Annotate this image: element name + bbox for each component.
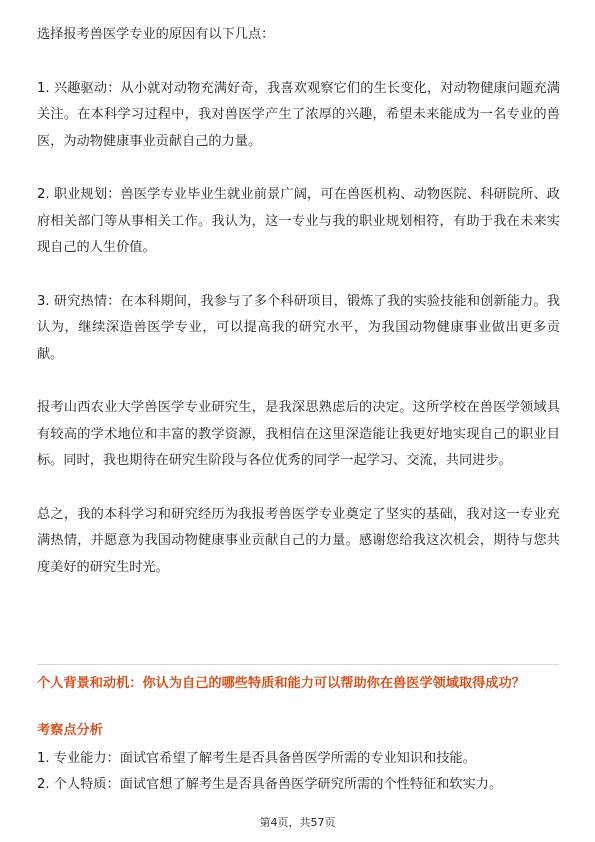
intro-paragraph: 选择报考兽医学专业的原因有以下几点： (37, 27, 275, 42)
analysis-item-personal: 2. 个人特质：面试官想了解考生是否具备兽医学研究所需的个性特征和软实力。 (37, 777, 503, 792)
section-divider (37, 664, 559, 665)
reason-career-paragraph: 2. 职业规划：兽医学专业毕业生就业前景广阔，可在兽医机构、动物医院、科研院所、政府相关部门等从事相关工作。我认为，这一专业与我的职业规划相符，有助于我在未来实现自己的人生价值。 (37, 187, 560, 255)
analysis-item-professional: 1. 专业能力：面试官希望了解考生是否具备兽医学所需的专业知识和技能。 (37, 751, 476, 766)
conclusion-paragraph: 总之，我的本科学习和研究经历为我报考兽医学专业奠定了坚实的基础，我对这一专业充满热情，并愿意为我国动物健康事业贡献自己的力量。感谢您给我这次机会，期待与您共度美好的研究生时光。 (37, 506, 560, 575)
analysis-list (37, 746, 559, 798)
page-number: 第4页，共57页 (259, 816, 336, 829)
reason-research-paragraph: 3. 研究热情：在本科期间，我参与了多个科研项目，锻炼了我的实验技能和创新能力。我认为，继续深造兽医学专业，可以提高我的研究水平，为我国动物健康事业做出更多贡献。 (37, 293, 560, 362)
interview-question: 个人背景和动机：你认为自己的哪些特质和能力可以帮助你在兽医学领域取得成功？ (37, 676, 525, 691)
reason-interest-paragraph: 1. 兴趣驱动：从小就对动物充满好奇，我喜欢观察它们的生长变化，对动物健康问题充满关注。在本科学习过程中，我对兽医学产生了浓厚的兴趣，希望未来能成为一名专业的兽医，为动物健康事业贡献自己的力量。 (37, 80, 560, 149)
analysis-heading: 考察点分析 (37, 723, 103, 738)
school-paragraph: 报考山西农业大学兽医学专业研究生，是我深思熟虑后的决定。这所学校在兽医学领域具有较高的学术地位和丰富的教学资源，我相信在这里深造能让我更好地实现自己的职业目标。同时，我也期待在研究生阶段与各位优秀的同学一起学习、交流，共同进步。 (37, 400, 560, 468)
answer-body (37, 22, 560, 581)
